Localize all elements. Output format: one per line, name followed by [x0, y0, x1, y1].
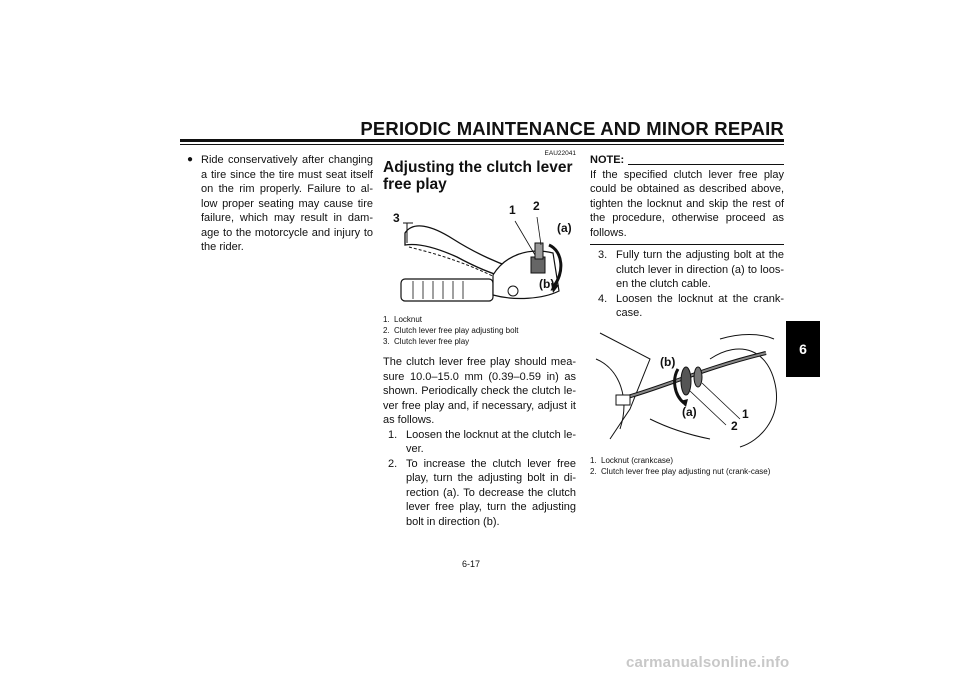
step-list [590, 248, 784, 321]
callout-1: 1 [509, 203, 516, 217]
note-end-rule [590, 244, 784, 245]
callout-a: (a) [682, 404, 697, 419]
caption-item: 1. Locknut [383, 315, 423, 324]
figure1-captions [383, 314, 576, 347]
crankcase-figure [590, 329, 784, 451]
note-heading [590, 153, 784, 168]
step-item: 1. Loosen the locknut at the clutch le-ver. [388, 428, 576, 455]
step-item: 4. Loosen the locknut at the crank-case. [598, 292, 784, 319]
callout-1: 1 [742, 406, 749, 421]
callout-b: (b) [660, 354, 676, 369]
chapter-tab[interactable]: 6 [786, 321, 820, 377]
step-item: 3. Fully turn the adjusting bolt at the clutch lever in direction (a) to loos-en the clutch cable. [598, 249, 784, 290]
clutch-lever-figure [383, 195, 576, 310]
callout-3: 3 [393, 211, 400, 225]
caption-item: 1. Locknut (crankcase) [590, 455, 674, 465]
caption-item: 3. Clutch lever free play [383, 337, 470, 346]
callout-a: (a) [557, 221, 572, 235]
figure2-captions [590, 455, 784, 477]
callout-2: 2 [533, 199, 540, 213]
callout-2: 2 [731, 418, 738, 433]
body-paragraph: The clutch lever free play should mea-sure 10.0–15.0 mm (0.39–0.59 in) as shown. Periodically check the clutch le-ver free play and, if necessary, adjust it as follows. [383, 356, 576, 426]
column-middle [383, 150, 576, 529]
note-label: NOTE: [590, 154, 625, 166]
column-left [187, 153, 373, 255]
bullet-item [187, 153, 373, 255]
caption-item: 2. Clutch lever free play adjusting bolt [383, 326, 519, 335]
clutch-lever-illustration [383, 195, 576, 310]
column-right [590, 153, 784, 477]
header-rule-thick [180, 139, 784, 142]
page-number: 6-17 [462, 559, 481, 569]
note-rule [628, 164, 784, 165]
page-title: PERIODIC MAINTENANCE AND MINOR REPAIR [360, 118, 784, 139]
watermark[interactable]: carmanualsonline.info [626, 654, 790, 671]
note-text: If the specified clutch lever free play could be obtained as described above, tighten the locknut and skip the rest of the procedure, otherwise proceed as follows. [590, 168, 784, 239]
section-code: EAU22041 [544, 150, 576, 157]
crankcase-illustration [590, 329, 784, 451]
header-rule-thin [180, 144, 784, 145]
callout-b: (b) [539, 277, 555, 291]
bullet-icon: ● [187, 154, 194, 165]
bullet-text: Ride conservatively after changing a tire since the tire must seat itself on the rim properly. Failure to al-low proper seating may cause tire failure, which may result in dam-age to the motorcycle and injury to the rider. [201, 154, 373, 253]
section-heading: Adjusting the clutch lever free play [383, 159, 573, 193]
step-list [383, 428, 576, 530]
caption-item: 2. Clutch lever free play adjusting nut (crank-case) [590, 466, 771, 476]
step-item: 2. To increase the clutch lever free play, turn the adjusting bolt in di-rection (a). To decrease the clutch lever free play, turn the adjusting bolt in direction (b). [388, 457, 576, 528]
